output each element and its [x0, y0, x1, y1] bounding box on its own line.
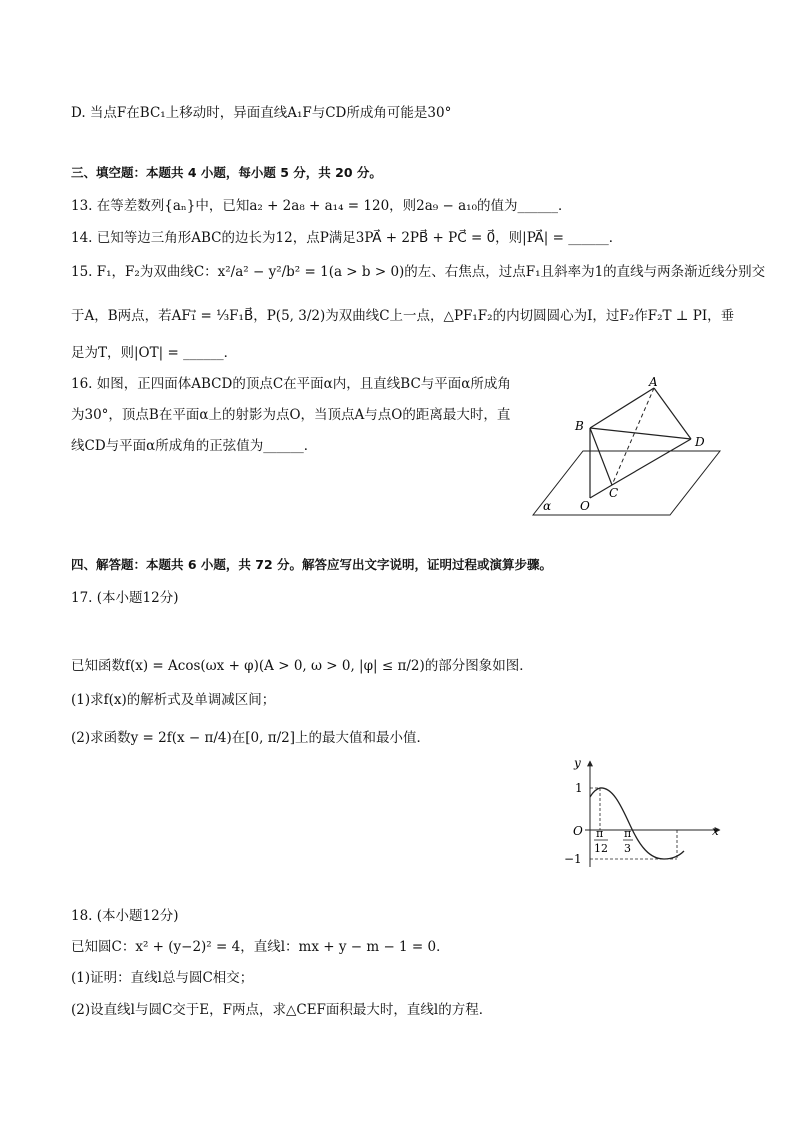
question-15-line1: 15. F₁，F₂为双曲线C：x²/a² − y²/b² = 1(a > b > 0)的左、右焦点，过点F₁且斜率为1的直线与两条渐近线分别交: [71, 264, 766, 280]
x-tick-pi12-den: 12: [594, 842, 608, 855]
x-tick-pi3-num: π: [624, 827, 632, 840]
y-axis-label: y: [574, 756, 581, 770]
section3-heading: 三、填空题：本题共 4 小题，每小题 5 分，共 20 分。: [71, 165, 382, 180]
y-tick-bottom: −1: [564, 852, 582, 866]
label-b: B: [575, 419, 584, 433]
edge-bd: [590, 428, 691, 439]
label-alpha: α: [543, 499, 552, 513]
question-15-line3: 足为T，则|OT| = ______．: [71, 345, 238, 361]
plane-alpha: [533, 451, 720, 515]
question-18-title: 18. (本小题12分): [71, 908, 179, 924]
x-axis-label: x: [712, 824, 719, 838]
edge-cd: [612, 439, 691, 485]
question-16-line3: 线CD与平面α所成角的正弦值为______．: [71, 438, 318, 454]
question-14: 14. 已知等边三角形ABC的边长为12，点P满足3PA⃗ + 2PB⃗ + PC⃗ = 0⃗，则|PA⃗| = ______．: [71, 230, 623, 246]
label-a: A: [649, 375, 658, 389]
question-13: 13. 在等差数列{aₙ}中，已知a₂ + 2a₈ + a₁₄ = 120，则2a₉ − a₁₀的值为______．: [71, 198, 572, 214]
question-15-line2: 于A，B两点，若AF₁⃗ = ⅓F₁B⃗，P(5, 3/2)为双曲线C上一点，△PF₁F₂的内切圆圆心为I，过F₂作F₂T ⊥ PI，垂: [71, 308, 735, 324]
edge-bc: [590, 428, 612, 485]
question-18-stem: 已知圆C：x² + (y−2)² = 4，直线l：mx + y − m − 1 = 0．: [71, 939, 450, 955]
label-o: O: [580, 499, 590, 513]
question-17-part2: (2)求函数y = 2f(x − π/4)在[0, π/2]上的最大值和最小值．: [71, 730, 430, 746]
option-d: D. 当点F在BC₁上移动时，异面直线A₁F与CD所成角可能是30°: [71, 105, 452, 121]
question-17-part1: (1)求f(x)的解析式及单调减区间；: [71, 692, 276, 708]
x-tick-pi3-den: 3: [624, 842, 631, 855]
question-17-stem: 已知函数f(x) = Acos(ωx + φ)(A > 0, ω > 0, |φ| ≤ π/2)的部分图象如图．: [71, 658, 533, 674]
label-d: D: [695, 435, 705, 449]
question-17-title: 17. (本小题12分): [71, 590, 179, 606]
edge-ac-hidden: [612, 388, 654, 485]
edge-ab: [590, 388, 654, 428]
question-16-line1: 16. 如图，正四面体ABCD的顶点C在平面α内，且直线BC与平面α所成角: [71, 376, 511, 392]
label-c: C: [609, 486, 619, 500]
cosine-graph-figure: [560, 755, 730, 873]
question-18-part2: (2)设直线l与圆C交于E，F两点，求△CEF面积最大时，直线l的方程．: [71, 1002, 493, 1018]
edge-ad: [654, 388, 691, 439]
question-16-line2: 为30°，顶点B在平面α上的射影为点O，当顶点A与点O的距离最大时，直: [71, 407, 511, 423]
x-tick-pi12-num: π: [596, 827, 604, 840]
question-18-part1: (1)证明：直线l总与圆C相交；: [71, 970, 254, 986]
y-tick-top: 1: [575, 781, 583, 795]
origin-label: O: [573, 824, 583, 838]
section4-heading: 四、解答题：本题共 6 小题，共 72 分。解答应写出文字说明，证明过程或演算步骤。: [71, 557, 553, 572]
tetrahedron-figure: [530, 372, 725, 520]
